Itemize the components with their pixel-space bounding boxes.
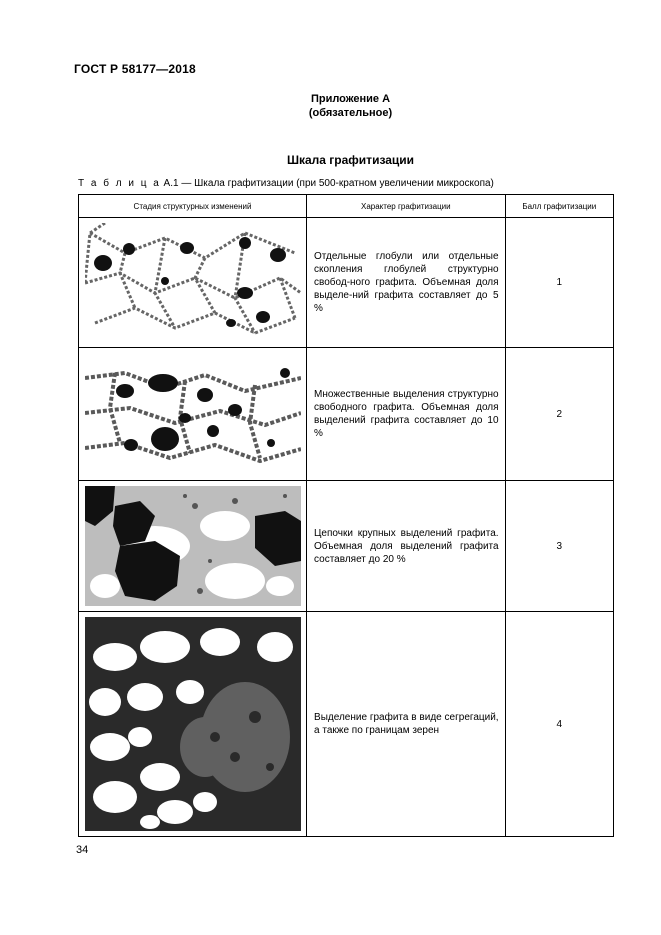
section-title: Шкала графитизации xyxy=(286,153,415,167)
header-score: Балл графитизации xyxy=(505,195,613,218)
table-caption-text: А.1 — Шкала графитизации (при 500-кратном увеличении микроскопа) xyxy=(160,178,494,189)
graphitization-table xyxy=(78,194,614,837)
micrograph-cell xyxy=(79,348,307,481)
table-caption xyxy=(78,178,494,189)
appendix-subtitle: (обязательное) xyxy=(308,107,393,119)
appendix-title: Приложение А xyxy=(310,93,391,105)
table-row xyxy=(79,348,614,481)
page-number: 34 xyxy=(76,844,89,856)
table-row xyxy=(79,481,614,612)
header-character: Характер графитизации xyxy=(307,195,506,218)
micrograph-cell xyxy=(79,612,307,837)
description-cell: Выделение графита в виде сегрегаций, а также по границам зерен xyxy=(307,612,506,837)
description-cell: Цепочки крупных выделений графита. Объемная доля выделений графита составляет до 20 % xyxy=(307,481,506,612)
micrograph-cell xyxy=(79,481,307,612)
micrograph-stage-3 xyxy=(85,486,301,606)
micrograph-stage-2 xyxy=(85,353,301,475)
table-caption-prefix: Т а б л и ц а xyxy=(78,178,161,189)
score-cell: 3 xyxy=(505,481,613,612)
header-stage: Стадия структурных изменений xyxy=(79,195,307,218)
score-cell: 1 xyxy=(505,218,613,348)
micrograph-stage-4 xyxy=(85,617,301,831)
appendix-heading xyxy=(0,92,661,120)
document-code: ГОСТ Р 58177—2018 xyxy=(74,62,196,76)
table-row xyxy=(79,612,614,837)
score-cell: 2 xyxy=(505,348,613,481)
score-cell: 4 xyxy=(505,612,613,837)
table-header-row xyxy=(79,195,614,218)
description-cell: Множественные выделения структурно свободного графита. Объемная доля выделений графита составляет до 10 % xyxy=(307,348,506,481)
micrograph-stage-1 xyxy=(85,223,301,343)
description-cell: Отдельные глобули или отдельные скопления глобулей структурно свобод-ного графита. Объемная доля выделе-ний графита составляет до 5 % xyxy=(307,218,506,348)
table-row xyxy=(79,218,614,348)
micrograph-cell xyxy=(79,218,307,348)
